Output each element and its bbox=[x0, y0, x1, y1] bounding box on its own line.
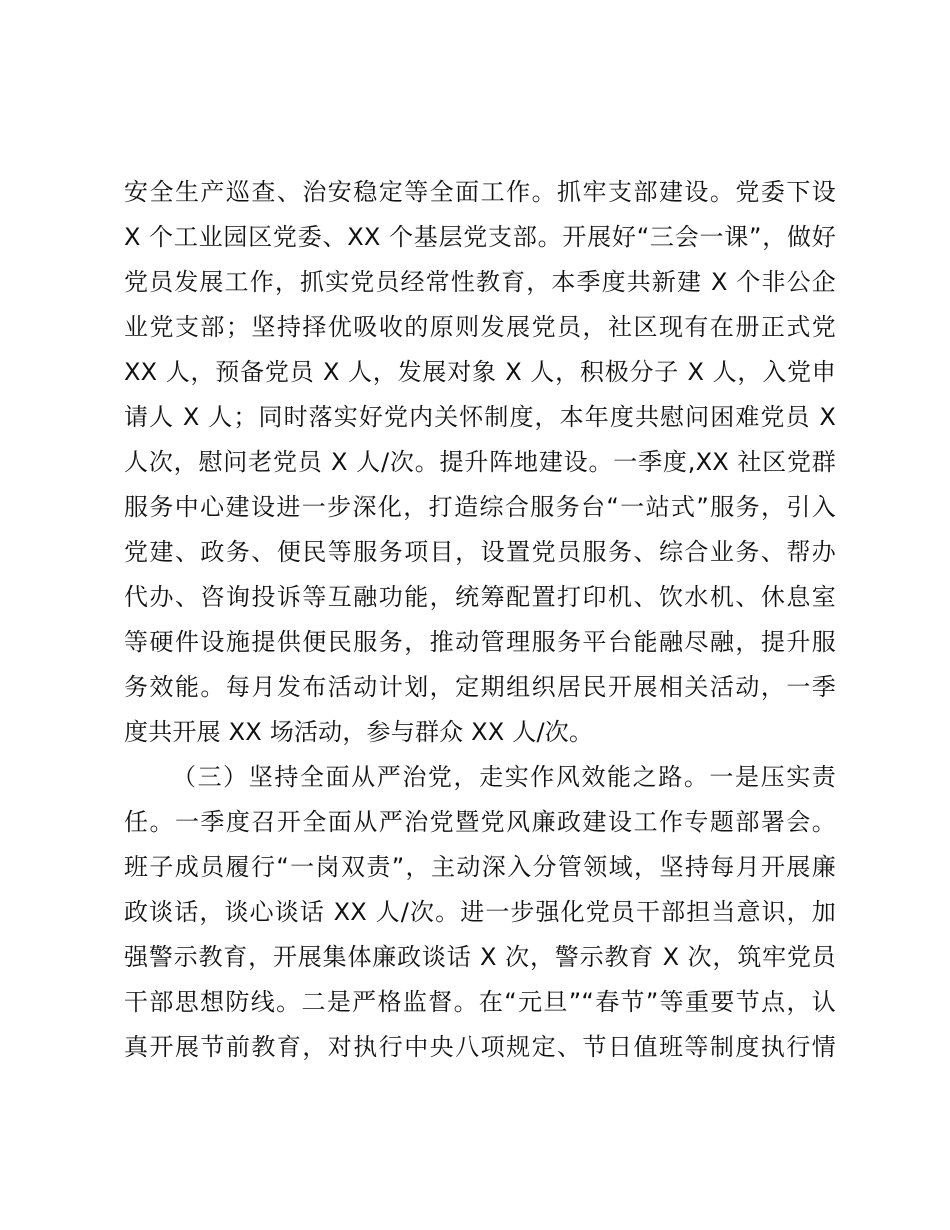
paragraph-line: 党员发展工作，抓实党员经常性教育，本季度共新建 X 个非公企 bbox=[124, 268, 836, 296]
paragraph-line: 业党支部；坚持择优吸收的原则发展党员，社区现有在册正式党 bbox=[124, 313, 836, 341]
paragraph-line: 安全生产巡查、治安稳定等全面工作。抓牢支部建设。党委下设 bbox=[124, 178, 836, 206]
paragraph-line: XX 人，预备党员 X 人，发展对象 X 人，积极分子 X 人，入党申 bbox=[124, 358, 836, 386]
paragraph-line: 干部思想防线。二是严格监督。在“元旦”“春节”等重要节点，认 bbox=[124, 988, 836, 1016]
paragraph-line: 政谈话，谈心谈话 XX 人/次。进一步强化党员干部担当意识，加 bbox=[124, 898, 836, 926]
paragraph-line: 真开展节前教育，对执行中央八项规定、节日值班等制度执行情 bbox=[124, 1033, 836, 1061]
paragraph-line: 任。一季度召开全面从严治党暨党风廉政建设工作专题部署会。 bbox=[124, 808, 836, 836]
paragraph-line: 务效能。每月发布活动计划，定期组织居民开展相关活动，一季 bbox=[124, 673, 836, 701]
paragraph-line: 人次，慰问老党员 X 人/次。提升阵地建设。一季度,XX 社区党群 bbox=[124, 448, 836, 476]
paragraph-line: 度共开展 XX 场活动，参与群众 XX 人/次。 bbox=[124, 718, 594, 746]
section-heading-line: （三）坚持全面从严治党，走实作风效能之路。一是压实责 bbox=[172, 763, 836, 791]
document-body bbox=[124, 170, 836, 1070]
paragraph-line: 强警示教育，开展集体廉政谈话 X 次，警示教育 X 次，筑牢党员 bbox=[124, 943, 836, 971]
paragraph-line: 党建、政务、便民等服务项目，设置党员服务、综合业务、帮办 bbox=[124, 538, 836, 566]
paragraph-line: 班子成员履行“一岗双责”，主动深入分管领域，坚持每月开展廉 bbox=[124, 853, 836, 881]
paragraph-line: 请人 X 人；同时落实好党内关怀制度，本年度共慰问困难党员 X bbox=[124, 403, 836, 431]
paragraph-line: 等硬件设施提供便民服务，推动管理服务平台能融尽融，提升服 bbox=[124, 628, 836, 656]
paragraph-line: X 个工业园区党委、XX 个基层党支部。开展好“三会一课”，做好 bbox=[124, 223, 836, 251]
paragraph-line: 代办、咨询投诉等互融功能，统筹配置打印机、饮水机、休息室 bbox=[124, 583, 836, 611]
paragraph-line: 服务中心建设进一步深化，打造综合服务台“一站式”服务，引入 bbox=[124, 493, 836, 521]
